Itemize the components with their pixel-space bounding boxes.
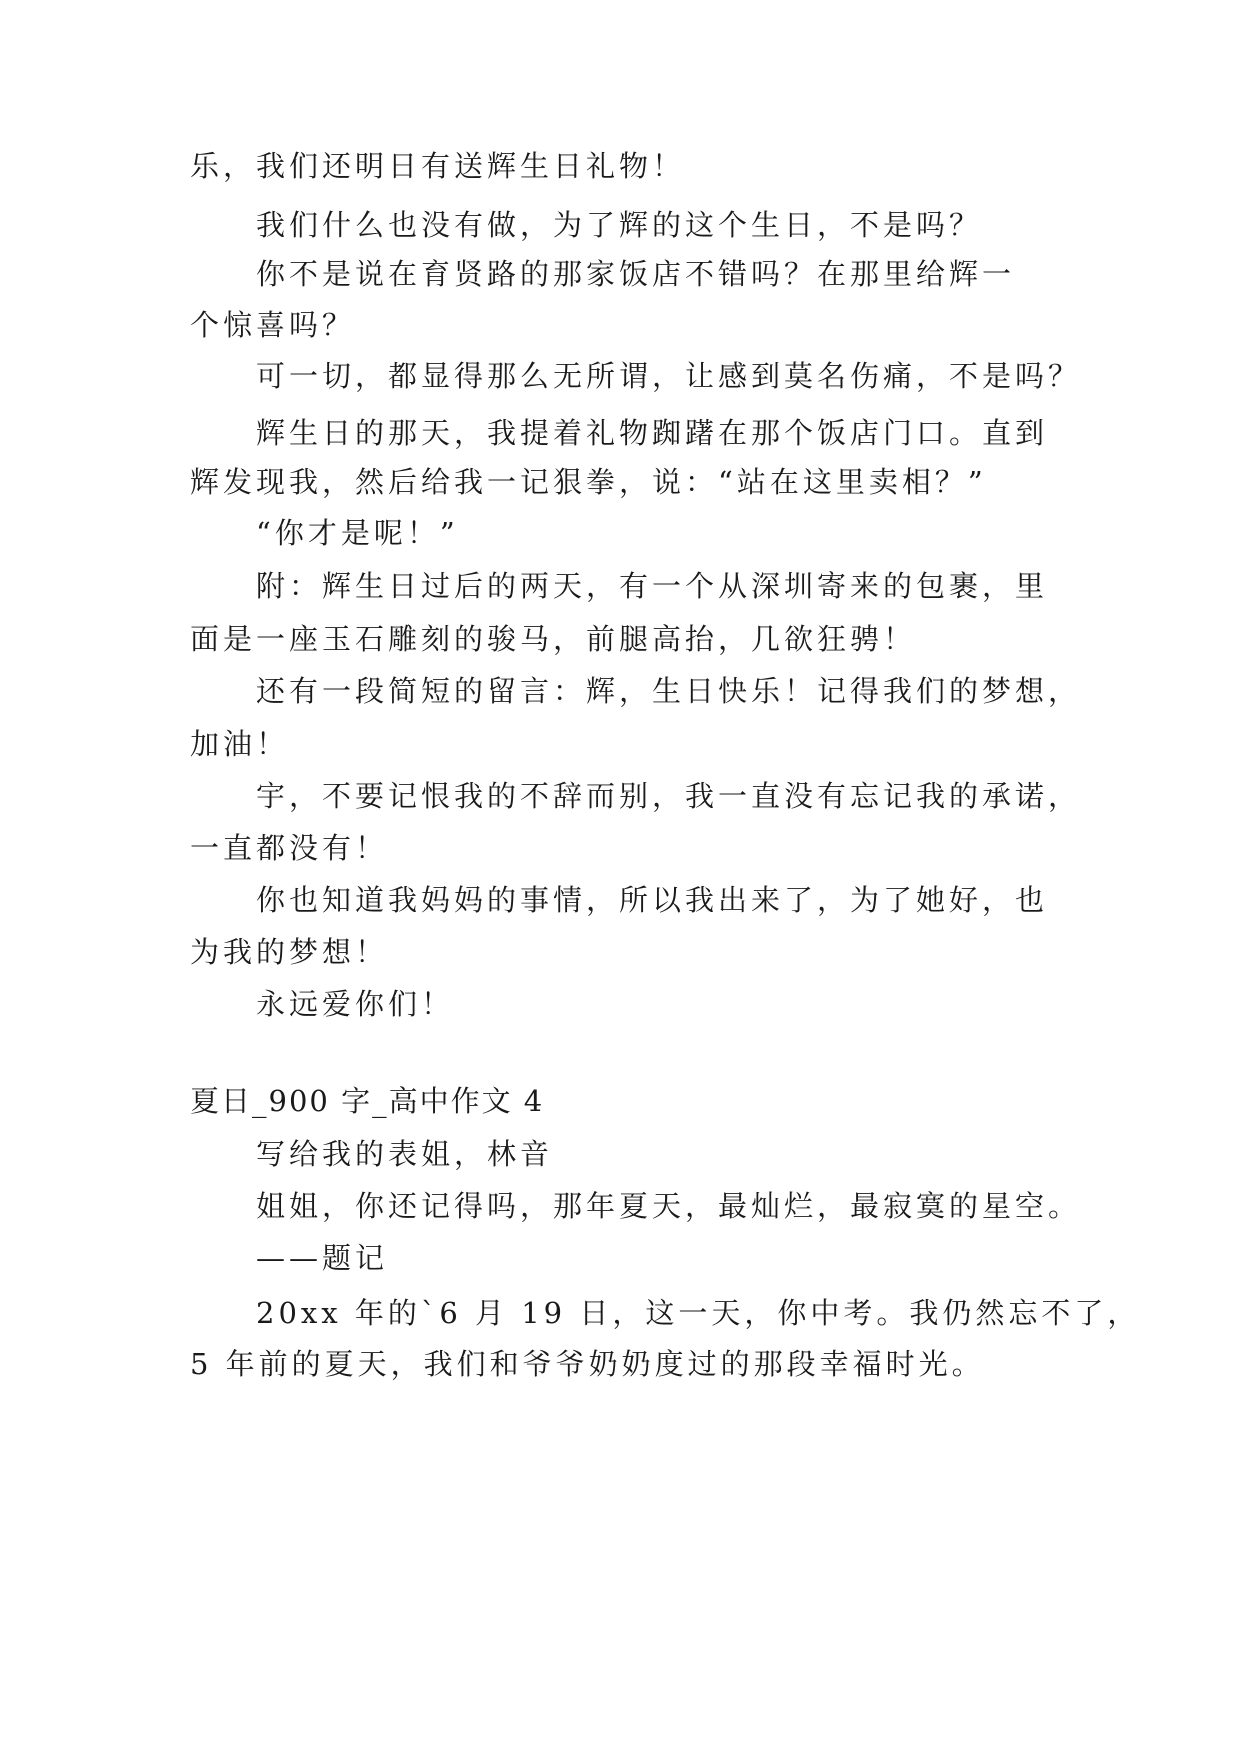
text-line: 个惊喜吗？ (190, 308, 356, 342)
text-line: 你不是说在育贤路的那家饭店不错吗？在那里给辉一 (256, 257, 1016, 291)
text-line: ——题记 (256, 1241, 389, 1275)
text-line: 辉生日的那天，我提着礼物踟躇在那个饭店门口。直到 (256, 416, 1049, 450)
text-line: 20xx 年的`6 月 19 日，这一天，你中考。我仍然忘不了， (256, 1296, 1141, 1330)
text-line: 加油！ (190, 727, 290, 761)
text-line: 乐，我们还明日有送辉生日礼物！ (190, 149, 686, 183)
text-line: 姐姐，你还记得吗，那年夏天，最灿烂，最寂寞的星空。 (256, 1189, 1082, 1223)
text-line: 面是一座玉石雕刻的骏马，前腿高抬，几欲狂骋！ (190, 622, 917, 656)
text-line: 5 年前的夏天，我们和爷爷奶奶度过的那段幸福时光。 (190, 1347, 985, 1381)
section-title: 夏日_900 字_高中作文 4 (190, 1084, 545, 1118)
text-line: 附：辉生日过后的两天，有一个从深圳寄来的包裹，里 (256, 569, 1049, 603)
text-line: 可一切，都显得那么无所谓，让感到莫名伤痛，不是吗？ (256, 359, 1082, 393)
text-line: 为我的梦想！ (190, 935, 389, 969)
text-line: 辉发现我，然后给我一记狠拳，说：“站在这里卖相？” (190, 465, 987, 499)
text-line: 还有一段简短的留言：辉，生日快乐！记得我们的梦想， (256, 674, 1082, 708)
text-line: 宇，不要记恨我的不辞而别，我一直没有忘记我的承诺， (256, 779, 1082, 813)
text-line: 写给我的表姐，林音 (256, 1137, 554, 1171)
text-line: 一直都没有！ (190, 831, 389, 865)
text-line: 我们什么也没有做，为了辉的这个生日，不是吗？ (256, 208, 983, 242)
text-line: “你才是呢！” (256, 516, 459, 550)
text-line: 永远爱你们！ (256, 987, 455, 1021)
text-line: 你也知道我妈妈的事情，所以我出来了，为了她好，也 (256, 883, 1049, 917)
